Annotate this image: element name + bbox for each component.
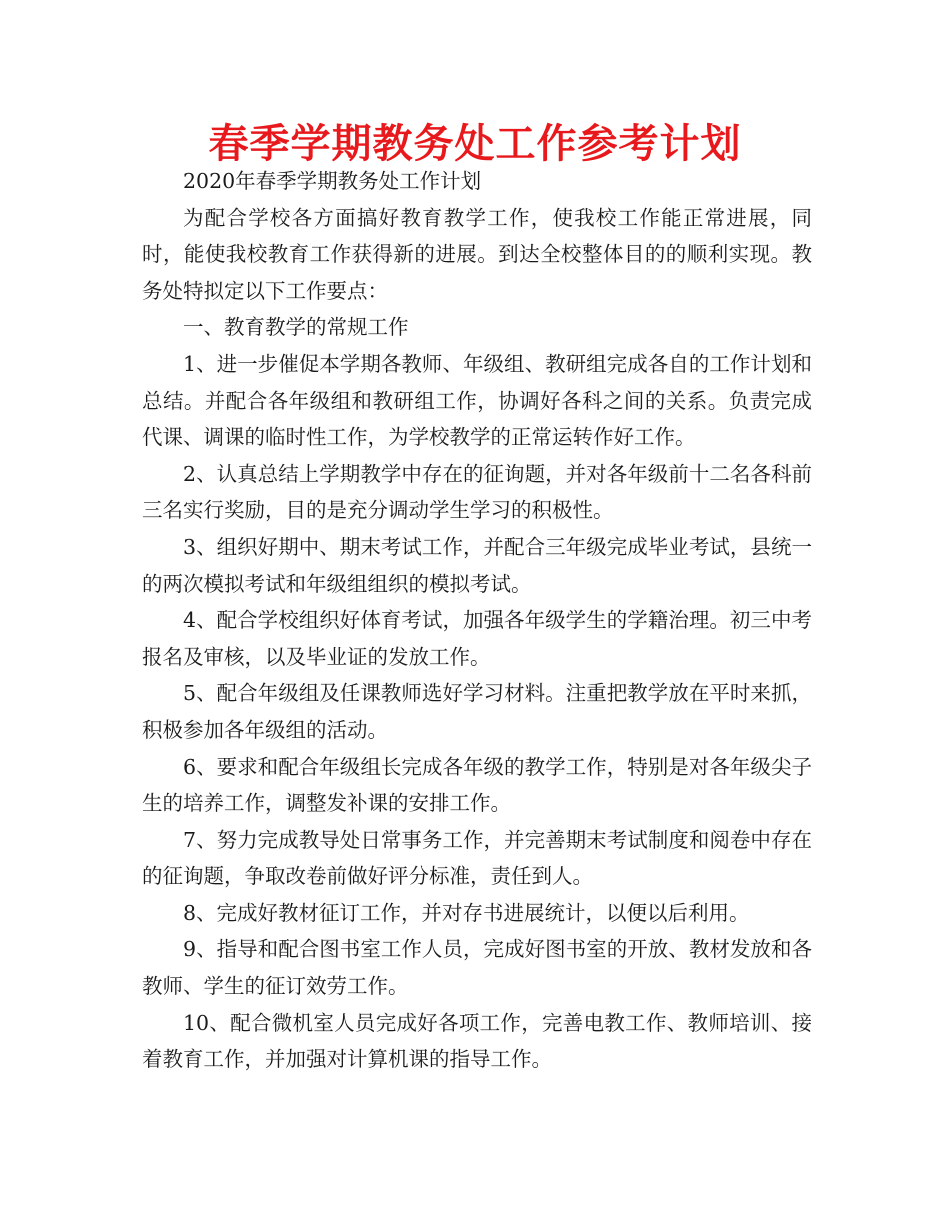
list-item: 3、组织好期中、期末考试工作，并配合三年级完成毕业考试，县统一的两次模拟考试和年级组组织的模拟考试。	[142, 534, 812, 596]
list-item: 7、努力完成教导处日常事务工作，并完善期末考试制度和阅卷中存在的征询题，争取改卷前做好评分标准，责任到人。	[142, 827, 812, 889]
list-item: 10、配合微机室人员完成好各项工作，完善电教工作、教师培训、接着教育工作，并加强对计算机课的指导工作。	[142, 1010, 812, 1072]
document-body	[142, 163, 812, 1078]
list-item: 8、完成好教材征订工作，并对存书进展统计，以便以后利用。	[183, 900, 750, 925]
list-item: 5、配合年级组及任课教师选好学习材料。注重把教学放在平时来抓，积极参加各年级组的活动。	[142, 681, 812, 742]
list-item: 1、进一步催促本学期各教师、年级组、教研组完成各自的工作计划和总结。并配合各年级组和教研组工作，协调好各科之间的关系。负责完成代课、调课的临时性工作，为学校教学的正常运转作好工作。	[142, 351, 812, 450]
list-item: 4、配合学校组织好体育考试，加强各年级学生的学籍治理。初三中考报名及审核，以及毕业证的发放工作。	[142, 608, 812, 669]
section-heading: 一、教育教学的常规工作	[183, 315, 409, 340]
document-subtitle: 2020年春季学期教务处工作计划	[183, 169, 482, 193]
document-title: 春季学期教务处工作参考计划	[208, 121, 742, 167]
list-item: 2、认真总结上学期教学中存在的征询题，并对各年级前十二名各科前三名实行奖励，目的是充分调动学生学习的积极性。	[142, 461, 812, 523]
list-item: 6、要求和配合年级组长完成各年级的教学工作，特别是对各年级尖子生的培养工作，调整发补课的安排工作。	[142, 754, 812, 816]
list-item: 9、指导和配合图书室工作人员，完成好图书室的开放、教材发放和各教师、学生的征订效劳工作。	[142, 937, 812, 999]
intro-paragraph: 为配合学校各方面搞好教育教学工作，使我校工作能正常进展，同时，能使我校教育工作获得新的进展。到达全校整体目的的顺利实现。教务处特拟定以下工作要点：	[142, 205, 812, 303]
